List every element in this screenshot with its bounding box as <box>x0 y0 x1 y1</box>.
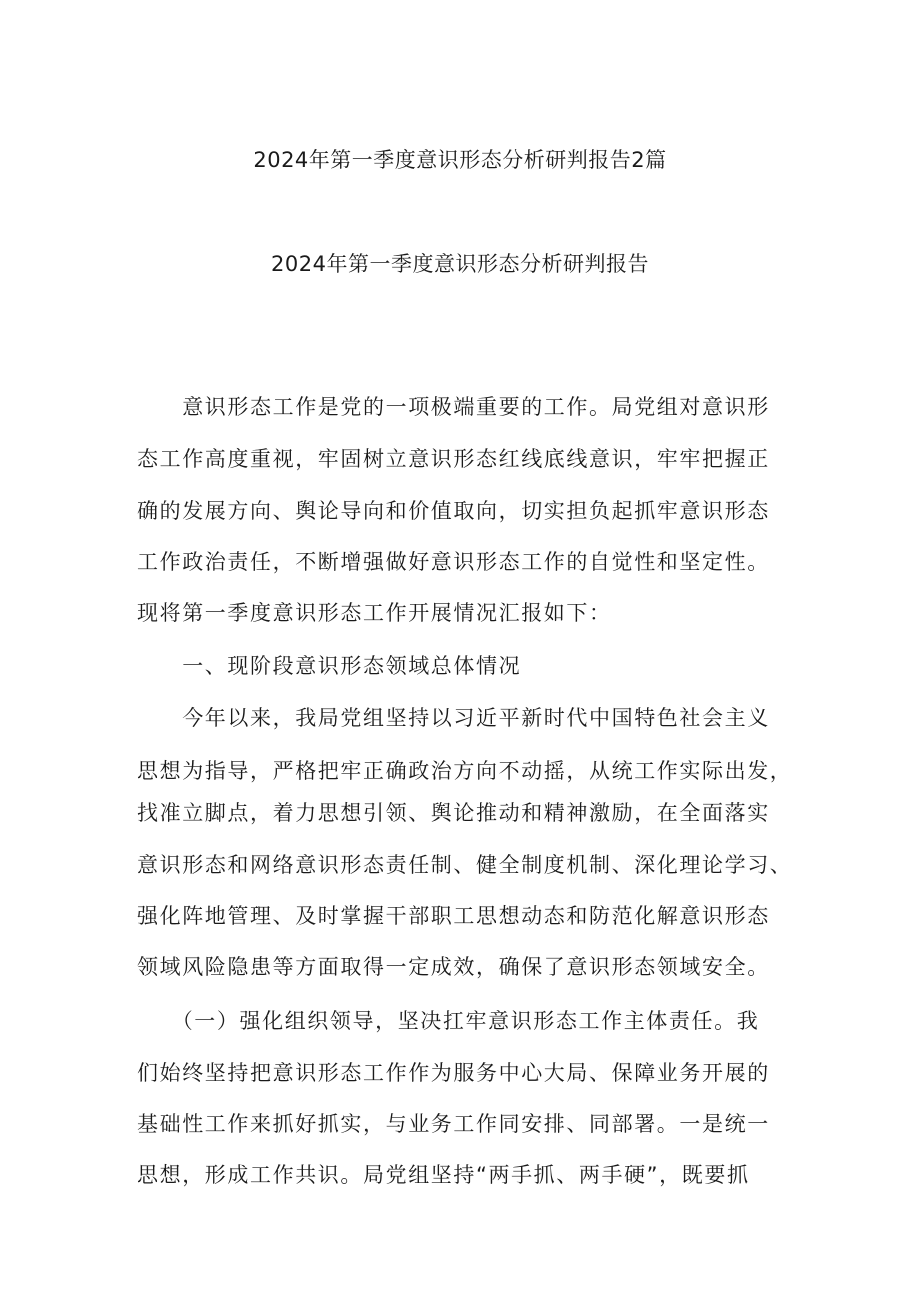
text-line: 强化阵地管理、及时掌握干部职工思想动态和防范化解意识形态 <box>137 904 770 928</box>
text-line: 一、现阶段意识形态领域总体情况 <box>137 654 522 678</box>
text-line: 态工作高度重视，牢固树立意识形态红线底线意识，牢牢把握正 <box>137 447 770 471</box>
text-line: 今年以来，我局党组坚持以习近平新时代中国特色社会主义 <box>137 706 770 730</box>
text-line: （一）强化组织领导，坚决扛牢意识形态工作主体责任。我 <box>137 1009 760 1033</box>
text-line: 确的发展方向、舆论导向和价值取向，切实担负起抓牢意识形态 <box>137 499 770 523</box>
text-line: 思想，形成工作共识。局党组坚持“两手抓、两手硬”，既要抓 <box>137 1163 750 1187</box>
text-line: 意识形态和网络意识形态责任制、健全制度机制、深化理论学习、 <box>137 853 793 877</box>
text-line: 基础性工作来抓好抓实，与业务工作同安排、同部署。一是统一 <box>137 1112 770 1136</box>
text-line: 们始终坚持把意识形态工作作为服务中心大局、保障业务开展的 <box>137 1061 770 1085</box>
text-line: 思想为指导，严格把牢正确政治方向不动摇，从统工作实际出发， <box>137 759 793 783</box>
text-line: 找准立脚点，着力思想引领、舆论推动和精神激励，在全面落实 <box>137 801 770 825</box>
text-line: 意识形态工作是党的一项极端重要的工作。局党组对意识形 <box>137 395 770 419</box>
text-line: 现将第一季度意识形态工作开展情况汇报如下： <box>137 601 612 625</box>
text-line: 领域风险隐患等方面取得一定成效，确保了意识形态领域安全。 <box>137 955 770 979</box>
text-line: 工作政治责任，不断增强做好意识形态工作的自觉性和坚定性。 <box>137 550 770 574</box>
document-title: 2024年第一季度意识形态分析研判报告2篇 <box>253 148 667 172</box>
report-title: 2024年第一季度意识形态分析研判报告 <box>271 252 649 276</box>
